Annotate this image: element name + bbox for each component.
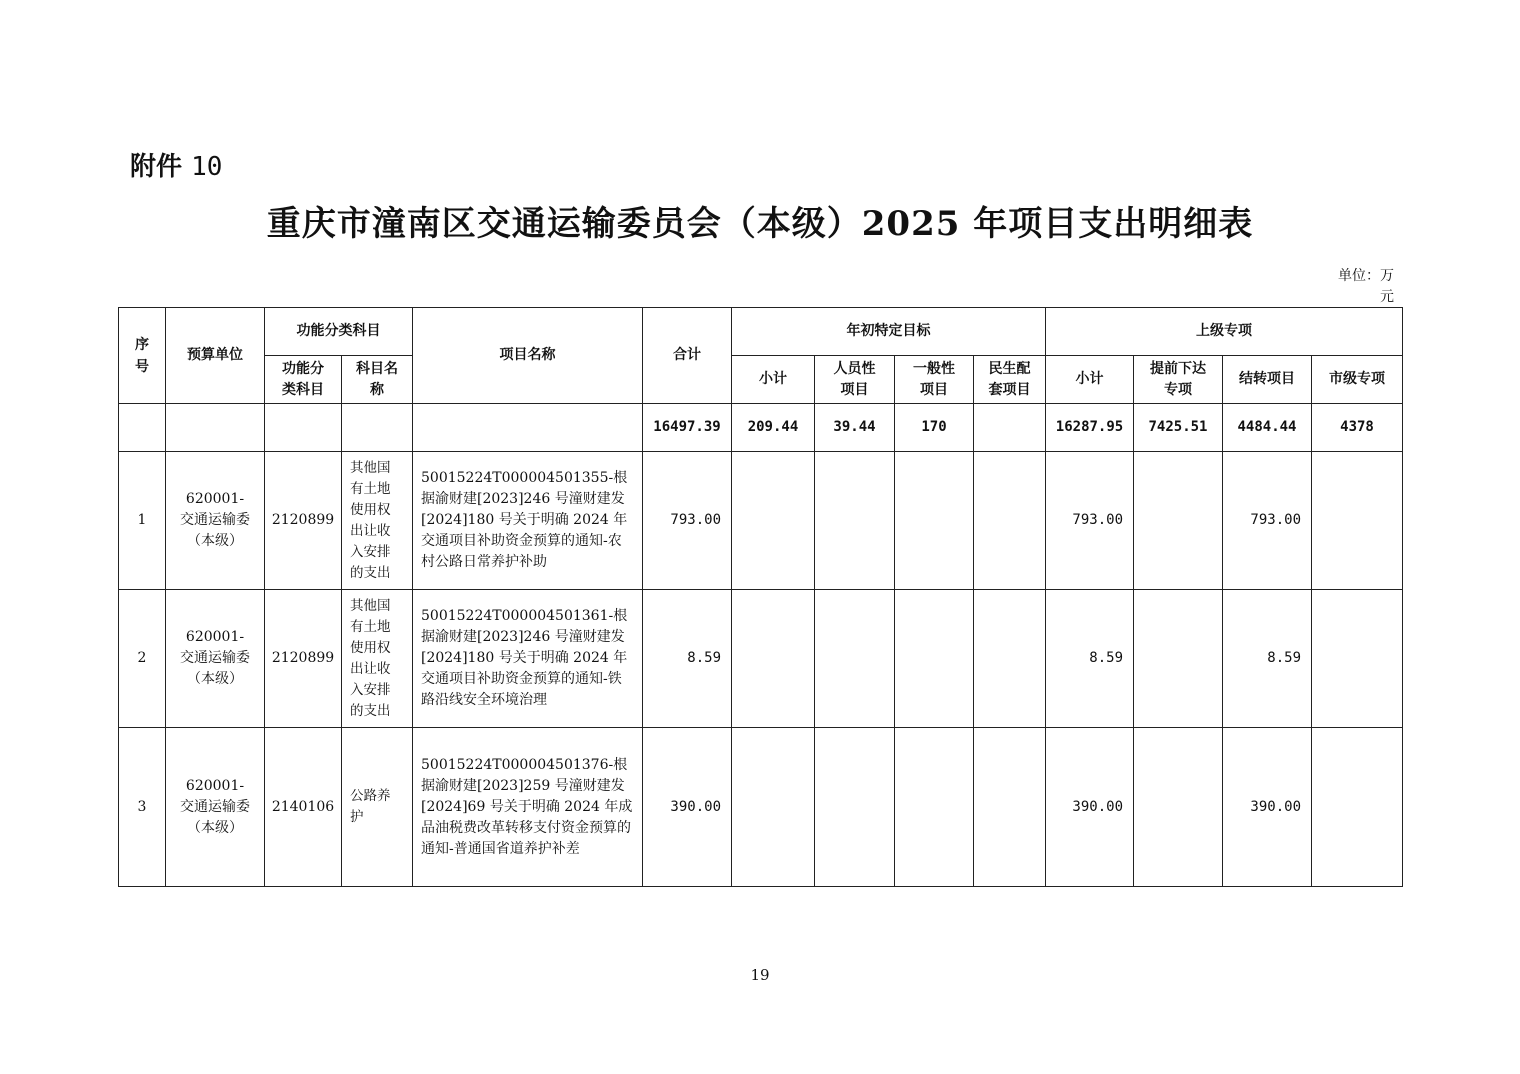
attachment-number: 10 [191, 152, 223, 182]
header-init-subtotal: 小计 [732, 356, 815, 404]
totals-city: 4378 [1312, 404, 1403, 452]
unit-note-line2: 元 [1380, 289, 1394, 305]
row-total: 8.59 [643, 590, 732, 728]
row-subject-name: 其他国有土地使用权出让收入安排的支出 [342, 452, 413, 590]
header-function-group: 功能分类科目 [265, 308, 413, 356]
row-func-code: 2120899 [265, 590, 342, 728]
header-personnel: 人员性项目 [815, 356, 895, 404]
project-expenditure-table [118, 307, 1403, 887]
attachment-label [130, 146, 222, 183]
header-city: 市级专项 [1312, 356, 1403, 404]
row-unit: 620001-交通运输委（本级） [166, 728, 265, 887]
header-project: 项目名称 [413, 308, 643, 404]
totals-advance: 7425.51 [1134, 404, 1223, 452]
row-seq: 2 [119, 590, 166, 728]
row-unit: 620001-交通运输委（本级） [166, 590, 265, 728]
row-carryover: 8.59 [1223, 590, 1312, 728]
row-seq: 3 [119, 728, 166, 887]
totals-general: 170 [895, 404, 974, 452]
row-carryover: 390.00 [1223, 728, 1312, 887]
row-func-code: 2140106 [265, 728, 342, 887]
header-unit: 预算单位 [166, 308, 265, 404]
table-row [119, 452, 1403, 590]
header-advance: 提前下达专项 [1134, 356, 1223, 404]
header-superior-group: 上级专项 [1046, 308, 1403, 356]
table-row [119, 590, 1403, 728]
header-general: 一般性项目 [895, 356, 974, 404]
header-row-1 [119, 308, 1403, 356]
header-total: 合计 [643, 308, 732, 404]
header-sup-subtotal: 小计 [1046, 356, 1134, 404]
row-project: 50015224T000004501361-根据渝财建[2023]246 号潼财建发[2024]180 号关于明确 2024 年交通项目补助资金预算的通知-铁路沿线安全环境治理 [413, 590, 643, 728]
page-title: 重庆市潼南区交通运输委员会（本级）2025 年项目支出明细表 [266, 204, 1254, 244]
totals-row [119, 404, 1403, 452]
row-total: 793.00 [643, 452, 732, 590]
totals-carryover: 4484.44 [1223, 404, 1312, 452]
row-project: 50015224T000004501355-根据渝财建[2023]246 号潼财建发[2024]180 号关于明确 2024 年交通项目补助资金预算的通知-农村公路日常养护补助 [413, 452, 643, 590]
row-total: 390.00 [643, 728, 732, 887]
header-seq: 序号 [119, 308, 166, 404]
row-unit: 620001-交通运输委（本级） [166, 452, 265, 590]
row-subject-name: 公路养护 [342, 728, 413, 887]
row-carryover: 793.00 [1223, 452, 1312, 590]
row-subject-name: 其他国有土地使用权出让收入安排的支出 [342, 590, 413, 728]
row-func-code: 2120899 [265, 452, 342, 590]
row-sup-subtotal: 390.00 [1046, 728, 1134, 887]
header-livelihood: 民生配套项目 [974, 356, 1046, 404]
row-project: 50015224T000004501376-根据渝财建[2023]259 号潼财建发[2024]69 号关于明确 2024 年成品油税费改革转移支付资金预算的通知-普通国省道养护补差 [413, 728, 643, 887]
header-initial-group: 年初特定目标 [732, 308, 1046, 356]
totals-livelihood [974, 404, 1046, 452]
header-carryover: 结转项目 [1223, 356, 1312, 404]
unit-note [1322, 266, 1394, 308]
row-sup-subtotal: 793.00 [1046, 452, 1134, 590]
page-number: 19 [750, 966, 770, 984]
totals-init-subtotal: 209.44 [732, 404, 815, 452]
header-row-2 [119, 356, 1403, 404]
header-function-code: 功能分类科目 [265, 356, 342, 404]
attachment-text: 附件 [130, 152, 183, 182]
row-seq: 1 [119, 452, 166, 590]
totals-sup-subtotal: 16287.95 [1046, 404, 1134, 452]
unit-note-line1: 单位：万 [1338, 268, 1394, 284]
header-subject-name: 科目名称 [342, 356, 413, 404]
row-sup-subtotal: 8.59 [1046, 590, 1134, 728]
totals-total: 16497.39 [643, 404, 732, 452]
table-row [119, 728, 1403, 887]
totals-personnel: 39.44 [815, 404, 895, 452]
